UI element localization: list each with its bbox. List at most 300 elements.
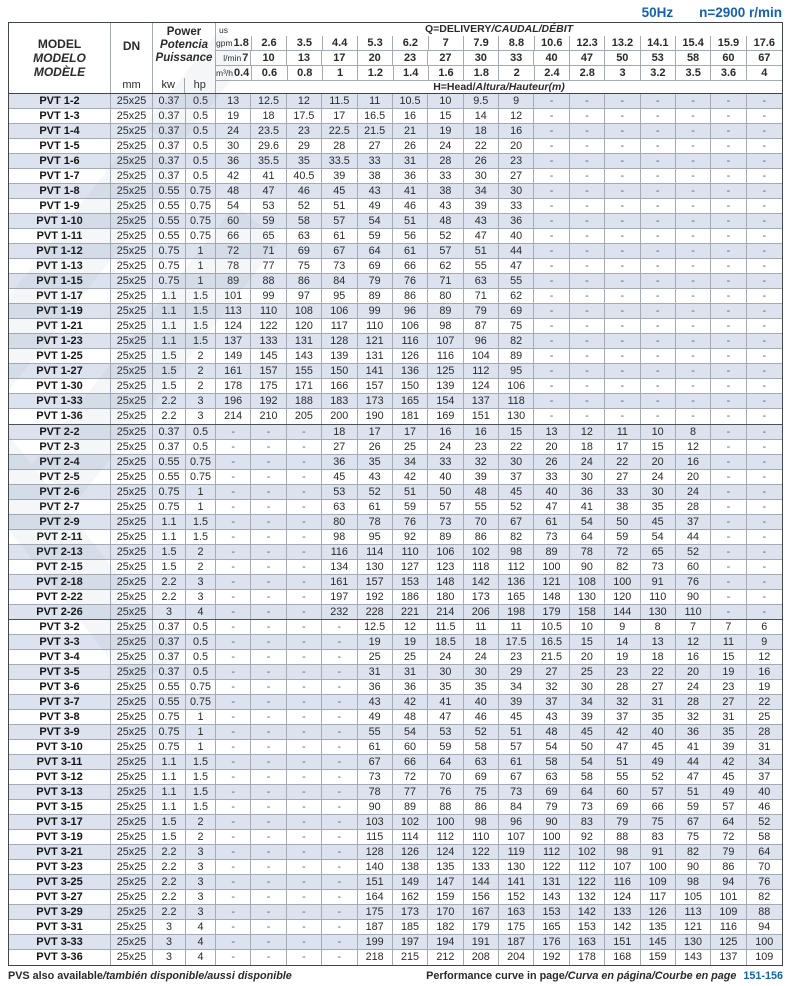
head-cell: 33 — [428, 169, 463, 183]
head-cell: 46 — [464, 710, 499, 724]
head-cell: 64 — [428, 755, 463, 769]
head-cell: 135 — [428, 860, 463, 874]
head-cell: - — [287, 875, 322, 889]
head-cell: 206 — [464, 605, 499, 620]
head-cell: - — [762, 515, 767, 528]
hp-cell: 2 — [186, 560, 216, 574]
head-cell: 86 — [464, 530, 499, 544]
head-cell: - — [676, 409, 711, 424]
hp-cell: 1.5 — [186, 800, 216, 814]
dn-cell: 25x25 — [111, 229, 153, 243]
head-cell: 121 — [534, 575, 569, 589]
head-cell: 59 — [393, 500, 428, 514]
table-row — [9, 560, 782, 575]
head-cell: - — [762, 470, 767, 483]
head-cell: 214 — [216, 409, 251, 424]
head-cell: 24 — [676, 485, 711, 499]
head-cell: 19 — [758, 681, 771, 693]
hp-cell: 1 — [186, 259, 216, 273]
head-cell: - — [534, 184, 569, 198]
head-cell: 12 — [393, 620, 428, 634]
model-cell: PVT 1-8 — [9, 184, 111, 198]
head-cell: 191 — [464, 935, 499, 949]
head-cell: 47 — [428, 710, 463, 724]
model-cell: PVT 1-4 — [9, 124, 111, 138]
head-cell: - — [322, 740, 357, 754]
model-cell: PVT 1-6 — [9, 154, 111, 168]
table-row — [9, 875, 782, 890]
model-cell: PVT 2-18 — [9, 575, 111, 589]
head-cell: 39 — [711, 740, 746, 754]
table-row — [9, 485, 782, 500]
kw-cell: 3 — [153, 935, 186, 949]
head-cell: - — [570, 214, 605, 228]
head-cell: - — [641, 199, 676, 213]
head-cell: - — [534, 199, 569, 213]
hp-cell: 2 — [186, 830, 216, 844]
head-cell: 143 — [676, 950, 711, 965]
head-cell: 112 — [464, 364, 499, 378]
head-cell: 119 — [499, 845, 534, 859]
head-cell: - — [711, 319, 746, 333]
head-cell: 72 — [711, 830, 746, 844]
dn-cell: 25x25 — [111, 620, 153, 634]
head-cell: 18.5 — [428, 635, 463, 649]
head-cell: 168 — [605, 950, 640, 965]
dn-cell: 25x25 — [111, 665, 153, 679]
dn-cell: 25x25 — [111, 650, 153, 664]
head-cell: - — [251, 590, 286, 604]
head-cell: - — [711, 409, 746, 424]
head-cell: 14 — [605, 635, 640, 649]
head-cell: 37 — [758, 771, 771, 783]
flow-value-cell: 1.2 — [358, 66, 393, 81]
table-row — [9, 515, 782, 530]
head-cell: 110 — [676, 605, 711, 620]
kw-cell: 0.37 — [153, 109, 186, 123]
kw-cell: 1.5 — [153, 830, 186, 844]
head-cell: 7 — [711, 620, 746, 634]
head-cell: 125 — [711, 935, 746, 949]
dn-cell: 25x25 — [111, 169, 153, 183]
head-cell: 126 — [393, 349, 428, 363]
head-cell: 54 — [570, 755, 605, 769]
head-cell: - — [251, 695, 286, 709]
head-cell: - — [287, 710, 322, 724]
head-cell: 17 — [605, 440, 640, 454]
head-cell: 63 — [534, 770, 569, 784]
head-cell: - — [216, 500, 251, 514]
dn-cell: 25x25 — [111, 890, 153, 904]
table-row — [9, 725, 782, 740]
head-cell: 36 — [393, 680, 428, 694]
head-cell: 98 — [676, 875, 711, 889]
head-cell: - — [216, 575, 251, 589]
us-unit-prefix: us — [219, 25, 228, 35]
head-cell: 108 — [570, 575, 605, 589]
head-cell: 88 — [428, 800, 463, 814]
head-cell: 36 — [216, 154, 251, 168]
head-cell: - — [534, 409, 569, 424]
table-row — [9, 379, 782, 394]
kw-cell: 2.2 — [153, 590, 186, 604]
head-cell: 35 — [287, 154, 322, 168]
head-cell: - — [287, 725, 322, 739]
table-row — [9, 319, 782, 334]
head-cell: - — [711, 560, 746, 574]
table-row — [9, 94, 782, 109]
head-cell: 11.5 — [428, 620, 463, 634]
head-cell: 176 — [534, 935, 569, 949]
head-cell: 58 — [570, 770, 605, 784]
head-cell: - — [251, 710, 286, 724]
model-cell: PVT 1-12 — [9, 244, 111, 258]
head-cell: 20 — [570, 650, 605, 664]
head-cell: 112 — [570, 860, 605, 874]
head-cell: 128 — [358, 845, 393, 859]
head-cell: - — [711, 169, 746, 183]
head-cell: 58 — [464, 740, 499, 754]
head-cell: 137 — [711, 950, 746, 965]
head-cell: - — [605, 379, 640, 393]
head-cell: - — [570, 184, 605, 198]
dn-cell: 25x25 — [111, 334, 153, 348]
dn-cell: 25x25 — [111, 109, 153, 123]
head-cell: 99 — [358, 304, 393, 318]
kw-cell: 0.37 — [153, 425, 186, 439]
head-cell: 89 — [499, 349, 534, 363]
head-cell: 98 — [605, 845, 640, 859]
head-cell: 100 — [428, 815, 463, 829]
head-cell: 27 — [358, 139, 393, 153]
kw-cell: 0.55 — [153, 680, 186, 694]
head-cell: 22 — [758, 696, 771, 708]
kw-cell: 1.5 — [153, 545, 186, 559]
head-cell: - — [534, 394, 569, 408]
head-cell: 34 — [758, 756, 771, 768]
head-cell: - — [534, 229, 569, 243]
head-cell: - — [762, 305, 767, 317]
head-cell: 12 — [758, 651, 771, 663]
head-cell: 60 — [216, 214, 251, 228]
head-cell: 133 — [251, 334, 286, 348]
head-cell: 100 — [755, 936, 774, 948]
head-cell: 84 — [499, 800, 534, 814]
model-column-header: MODEL MODELO MODÈLE — [9, 23, 111, 93]
kw-cell: 2.2 — [153, 575, 186, 589]
table-row — [9, 455, 782, 470]
head-cell: - — [676, 289, 711, 303]
head-cell: - — [534, 304, 569, 318]
hp-cell: 0.75 — [186, 199, 216, 213]
head-cell: - — [676, 124, 711, 138]
head-cell: 39 — [570, 710, 605, 724]
kw-cell: 0.55 — [153, 229, 186, 243]
head-cell: 96 — [393, 304, 428, 318]
head-cell: - — [641, 244, 676, 258]
head-cell: - — [251, 680, 286, 694]
head-cell: 63 — [464, 274, 499, 288]
head-cell: - — [251, 665, 286, 679]
dn-cell: 25x25 — [111, 590, 153, 604]
flow-value-cell: 60 — [711, 51, 746, 66]
table-row — [9, 890, 782, 905]
model-cell: PVT 2-9 — [9, 515, 111, 529]
table-row — [9, 364, 782, 379]
model-cell: PVT 3-12 — [9, 770, 111, 784]
head-cell: - — [711, 289, 746, 303]
head-cell: 192 — [358, 590, 393, 604]
model-cell: PVT 1-17 — [9, 289, 111, 303]
kw-cell: 0.37 — [153, 154, 186, 168]
hp-cell: 3 — [186, 860, 216, 874]
head-cell: 66 — [641, 800, 676, 814]
table-row — [9, 259, 782, 274]
head-cell: 69 — [605, 800, 640, 814]
head-cell: - — [287, 665, 322, 679]
head-cell: 64 — [711, 815, 746, 829]
kw-cell: 0.37 — [153, 620, 186, 634]
head-cell: 112 — [428, 830, 463, 844]
hp-cell: 1.5 — [186, 530, 216, 544]
head-cell: 142 — [570, 905, 605, 919]
head-cell: - — [711, 500, 746, 514]
head-cell: 39 — [499, 695, 534, 709]
head-cell: 57 — [428, 244, 463, 258]
table-header — [9, 23, 782, 94]
head-cell: 89 — [358, 289, 393, 303]
head-cell: 151 — [358, 875, 393, 889]
head-cell: 72 — [216, 244, 251, 258]
head-cell: 27 — [534, 665, 569, 679]
head-cell: 30 — [570, 680, 605, 694]
head-cell: 44 — [499, 244, 534, 258]
head-cell: 51 — [676, 785, 711, 799]
head-cell: 96 — [499, 815, 534, 829]
head-cell: 66 — [216, 229, 251, 243]
kw-cell: 2.2 — [153, 394, 186, 408]
head-cell: 22.5 — [322, 124, 357, 138]
head-cell: 106 — [499, 379, 534, 393]
flow-value-cell: 50 — [605, 51, 640, 66]
head-cell: 57 — [428, 500, 463, 514]
head-cell: 28 — [605, 680, 640, 694]
head-cell: 143 — [287, 349, 322, 363]
head-cell: 123 — [428, 560, 463, 574]
head-cell: 47 — [534, 500, 569, 514]
kw-cell: 1.1 — [153, 530, 186, 544]
head-cell: - — [216, 425, 251, 439]
head-cell: 11 — [711, 635, 746, 649]
dn-cell: 25x25 — [111, 800, 153, 814]
head-cell: 45 — [570, 725, 605, 739]
head-cell: 90 — [676, 590, 711, 604]
head-cell: 153 — [393, 575, 428, 589]
head-cell: - — [676, 334, 711, 348]
head-cell: - — [534, 154, 569, 168]
head-cell: 48 — [216, 184, 251, 198]
hp-cell: 1.5 — [186, 770, 216, 784]
head-cell: - — [322, 635, 357, 649]
head-cell: - — [322, 950, 357, 965]
head-cell: 34 — [570, 695, 605, 709]
dn-cell: 25x25 — [111, 740, 153, 754]
head-cell: 49 — [641, 755, 676, 769]
head-cell: - — [676, 304, 711, 318]
model-cell: PVT 1-36 — [9, 409, 111, 424]
head-cell: 152 — [499, 890, 534, 904]
head-cell: - — [322, 755, 357, 769]
head-cell: 53 — [251, 199, 286, 213]
head-cell: 130 — [676, 935, 711, 949]
model-cell: PVT 2-26 — [9, 605, 111, 620]
kw-cell: 1.5 — [153, 560, 186, 574]
head-cell: - — [216, 605, 251, 620]
dn-cell: 25x25 — [111, 680, 153, 694]
head-cell: 147 — [428, 875, 463, 889]
head-cell: - — [605, 274, 640, 288]
flow-value-cell: 3.6 — [711, 66, 746, 81]
head-cell: - — [287, 635, 322, 649]
head-cell: 36 — [393, 169, 428, 183]
head-cell: 157 — [358, 379, 393, 393]
dn-cell: 25x25 — [111, 364, 153, 378]
table-row — [9, 635, 782, 650]
kw-cell: 1.1 — [153, 785, 186, 799]
head-cell: 16 — [758, 666, 771, 678]
head-cell: - — [216, 470, 251, 484]
table-row — [9, 124, 782, 139]
table-row — [9, 575, 782, 590]
head-cell: 100 — [534, 830, 569, 844]
table-row — [9, 650, 782, 665]
head-cell: 145 — [641, 935, 676, 949]
power-column-header: Power Potencia Puissance kw hp — [153, 23, 216, 93]
head-cell: 72 — [605, 545, 640, 559]
head-cell: 21.5 — [358, 124, 393, 138]
model-cell: PVT 3-7 — [9, 695, 111, 709]
head-cell: 90 — [534, 815, 569, 829]
kw-cell: 1.1 — [153, 770, 186, 784]
head-cell: 64 — [570, 530, 605, 544]
head-cell: 47 — [499, 259, 534, 273]
head-cell: 122 — [534, 860, 569, 874]
flow-value-cell: 13.2 — [605, 36, 640, 51]
head-cell: 182 — [428, 920, 463, 934]
flow-value-cell: 1.4 — [394, 66, 429, 81]
head-cell: - — [762, 440, 767, 453]
head-cell: 94 — [758, 921, 771, 933]
head-cell: 15 — [499, 425, 534, 439]
head-cell: 46 — [393, 199, 428, 213]
kw-cell: 1.1 — [153, 755, 186, 769]
pump-performance-table — [8, 22, 783, 966]
head-cell: 67 — [499, 515, 534, 529]
model-cell: PVT 1-7 — [9, 169, 111, 183]
head-cell: - — [676, 319, 711, 333]
head-cell: 45 — [641, 740, 676, 754]
flow-value-cell: 3.2 — [641, 66, 676, 81]
table-row — [9, 605, 782, 621]
head-cell: 98 — [428, 319, 463, 333]
q-delivery-title: us Q=DELIVERY/CAUDAL/DÉBIT — [219, 23, 574, 35]
head-cell: - — [762, 185, 767, 197]
head-cell: 53 — [428, 725, 463, 739]
head-cell: 89 — [216, 274, 251, 288]
head-cell: 69 — [287, 244, 322, 258]
head-cell: 27 — [499, 169, 534, 183]
head-cell: 17.5 — [287, 109, 322, 123]
head-cell: 28 — [322, 139, 357, 153]
head-cell: 28 — [758, 726, 771, 738]
dn-cell: 25x25 — [111, 379, 153, 393]
flow-value-cell: 6.2 — [393, 36, 428, 51]
head-cell: - — [570, 244, 605, 258]
hp-cell: 0.5 — [186, 650, 216, 664]
head-cell: 39 — [464, 470, 499, 484]
head-cell: - — [251, 575, 286, 589]
head-cell: 171 — [287, 379, 322, 393]
head-cell: 30 — [641, 485, 676, 499]
head-cell: 69 — [464, 770, 499, 784]
head-cell: 25 — [358, 650, 393, 664]
head-cell: - — [216, 905, 251, 919]
head-cell: 23 — [499, 650, 534, 664]
head-cell: 40 — [464, 695, 499, 709]
head-cell: 75 — [641, 815, 676, 829]
kw-cell: 0.75 — [153, 740, 186, 754]
table-row — [9, 500, 782, 515]
head-cell: - — [605, 244, 640, 258]
head-cell: 122 — [464, 845, 499, 859]
head-cell: 25 — [570, 665, 605, 679]
head-cell: 6 — [761, 621, 768, 633]
head-cell: 181 — [393, 409, 428, 424]
head-cell: - — [216, 725, 251, 739]
head-cell: - — [534, 379, 569, 393]
head-cell: - — [287, 455, 322, 469]
head-cell: 8 — [676, 425, 711, 439]
head-cell: 24 — [216, 124, 251, 138]
hp-cell: 3 — [186, 394, 216, 408]
head-cell: - — [216, 440, 251, 454]
head-cell: 76 — [676, 575, 711, 589]
kw-cell: 1.1 — [153, 289, 186, 303]
model-cell: PVT 2-3 — [9, 440, 111, 454]
head-cell: 137 — [216, 334, 251, 348]
head-cell: - — [287, 785, 322, 799]
page-range-link[interactable]: 151-156 — [743, 970, 783, 982]
hp-cell: 0.5 — [186, 635, 216, 649]
head-cell: - — [711, 94, 746, 108]
head-cell: 11 — [464, 620, 499, 634]
head-cell: - — [287, 920, 322, 934]
head-cell: - — [711, 590, 746, 604]
head-cell: 45 — [322, 470, 357, 484]
head-cell: 65 — [251, 229, 286, 243]
head-cell: 18 — [641, 650, 676, 664]
head-cell: 89 — [428, 530, 463, 544]
head-cell: - — [216, 485, 251, 499]
head-cell: 59 — [676, 800, 711, 814]
model-cell: PVT 1-23 — [9, 334, 111, 348]
head-cell: - — [216, 755, 251, 769]
head-cell: 9 — [605, 620, 640, 634]
model-cell: PVT 2-4 — [9, 455, 111, 469]
head-cell: 130 — [499, 860, 534, 874]
head-cell: 35 — [641, 710, 676, 724]
head-cell: - — [676, 364, 711, 378]
